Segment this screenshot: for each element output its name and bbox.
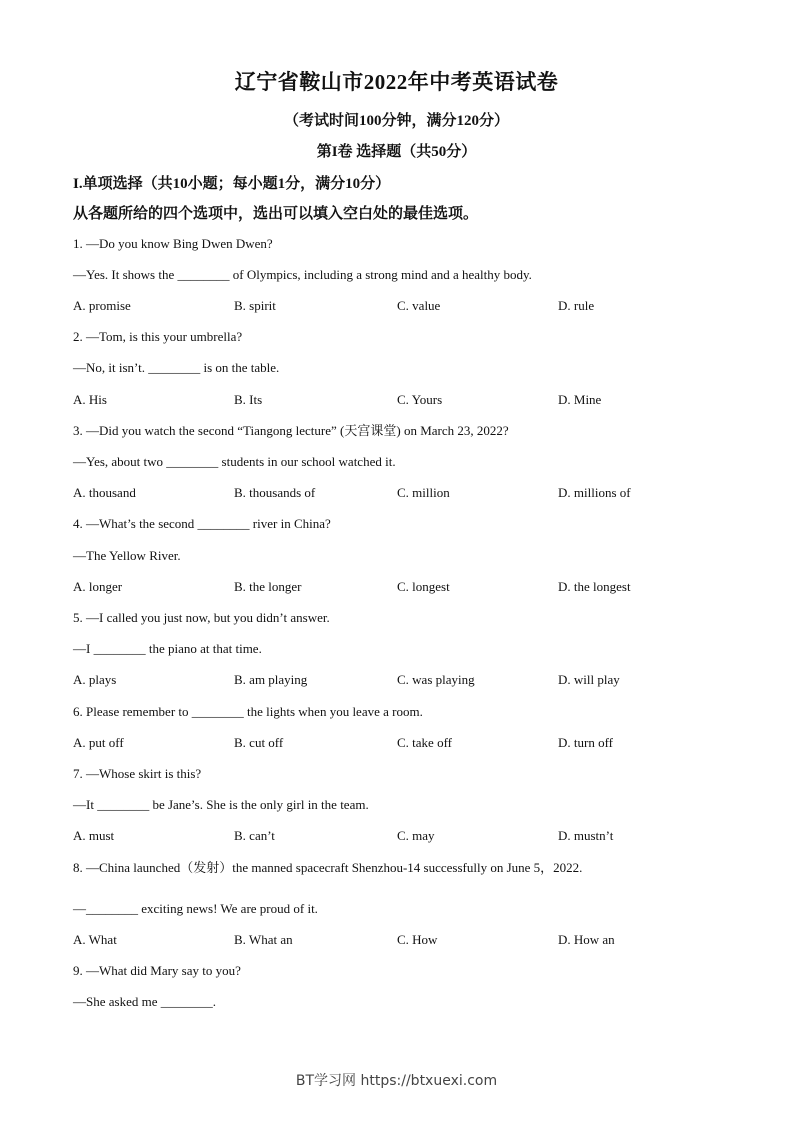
option-d: D. turn off — [558, 735, 614, 750]
option-d: D. How an — [558, 932, 615, 947]
question-2-line-2: —No, it isn’t. ________ is on the table. — [73, 360, 280, 375]
option-b: B. thousands of — [234, 485, 316, 500]
option-c: C. Yours — [397, 392, 443, 407]
question-7-line-1: 7. —Whose skirt is this? — [73, 766, 202, 781]
option-b: B. am playing — [234, 672, 308, 687]
question-8-options — [73, 932, 723, 948]
option-d: D. Mine — [558, 392, 602, 407]
question-2-options — [73, 392, 723, 408]
question-9-line-1: 9. —What did Mary say to you? — [73, 963, 241, 978]
question-4-line-2: —The Yellow River. — [73, 548, 181, 563]
option-a: A. What — [73, 932, 117, 947]
option-a: A. must — [73, 828, 115, 843]
question-3-line-2: —Yes, about two ________ students in our school watched it. — [73, 454, 396, 469]
question-6-line-1: 6. Please remember to ________ the lights when you leave a room. — [73, 704, 423, 719]
option-b: B. Its — [234, 392, 263, 407]
option-d: D. rule — [558, 298, 595, 313]
question-8-line-1: 8. —China launched（发射）the manned spacecraft Shenzhou-14 successfully on June 5，2022. — [73, 860, 583, 875]
question-8-line-2: —________ exciting news! We are proud of it. — [73, 901, 318, 916]
option-a: A. plays — [73, 672, 117, 687]
option-c: C. How — [397, 932, 438, 947]
question-1-line-2: —Yes. It shows the ________ of Olympics, including a strong mind and a healthy body. — [73, 267, 532, 282]
question-7-line-2: —It ________ be Jane’s. She is the only girl in the team. — [73, 797, 369, 812]
question-4-line-1: 4. —What’s the second ________ river in China? — [73, 516, 331, 531]
option-c: C. take off — [397, 735, 452, 750]
option-b: B. the longer — [234, 579, 302, 594]
option-b: B. spirit — [234, 298, 276, 313]
question-9-line-2: —She asked me ________. — [73, 994, 216, 1009]
question-4-options — [73, 579, 723, 595]
option-b: B. cut off — [234, 735, 284, 750]
option-d: D. the longest — [558, 579, 631, 594]
option-c: C. was playing — [397, 672, 475, 687]
option-d: D. will play — [558, 672, 620, 687]
question-5-line-2: —I ________ the piano at that time. — [73, 641, 262, 656]
question-5-line-1: 5. —I called you just now, but you didn’t answer. — [73, 610, 330, 625]
question-3-options — [73, 485, 723, 501]
question-3-line-1: 3. —Did you watch the second “Tiangong lecture” (天宫课堂) on March 23, 2022? — [73, 423, 509, 438]
question-1-line-1: 1. —Do you know Bing Dwen Dwen? — [73, 236, 273, 251]
option-c: C. value — [397, 298, 441, 313]
option-d: D. millions of — [558, 485, 631, 500]
option-a: A. longer — [73, 579, 123, 594]
option-a: A. promise — [73, 298, 131, 313]
option-a: A. put off — [73, 735, 124, 750]
footer-watermark: BT学习网 https://btxuexi.com — [295, 1073, 498, 1089]
exam-subtitle: （考试时间100分钟，满分120分） — [283, 113, 509, 129]
option-c: C. longest — [397, 579, 450, 594]
option-b: B. can’t — [234, 828, 275, 843]
option-c: C. may — [397, 828, 435, 843]
instruction-text: 从各题所给的四个选项中，选出可以填入空白处的最佳选项。 — [73, 206, 479, 222]
question-6-options — [73, 735, 723, 751]
question-2-line-1: 2. —Tom, is this your umbrella? — [73, 329, 243, 344]
option-a: A. thousand — [73, 485, 136, 500]
option-b: B. What an — [234, 932, 293, 947]
option-c: C. million — [397, 485, 450, 500]
question-5-options — [73, 672, 723, 688]
option-d: D. mustn’t — [558, 828, 614, 843]
part-heading: I.单项选择（共10小题；每小题1分，满分10分） — [73, 176, 391, 192]
section-heading: 第I卷 选择题（共50分） — [316, 144, 477, 160]
option-a: A. His — [73, 392, 107, 407]
question-7-options — [73, 828, 723, 844]
question-1-options — [73, 298, 723, 314]
exam-title: 辽宁省鞍山市2022年中考英语试卷 — [234, 70, 559, 94]
